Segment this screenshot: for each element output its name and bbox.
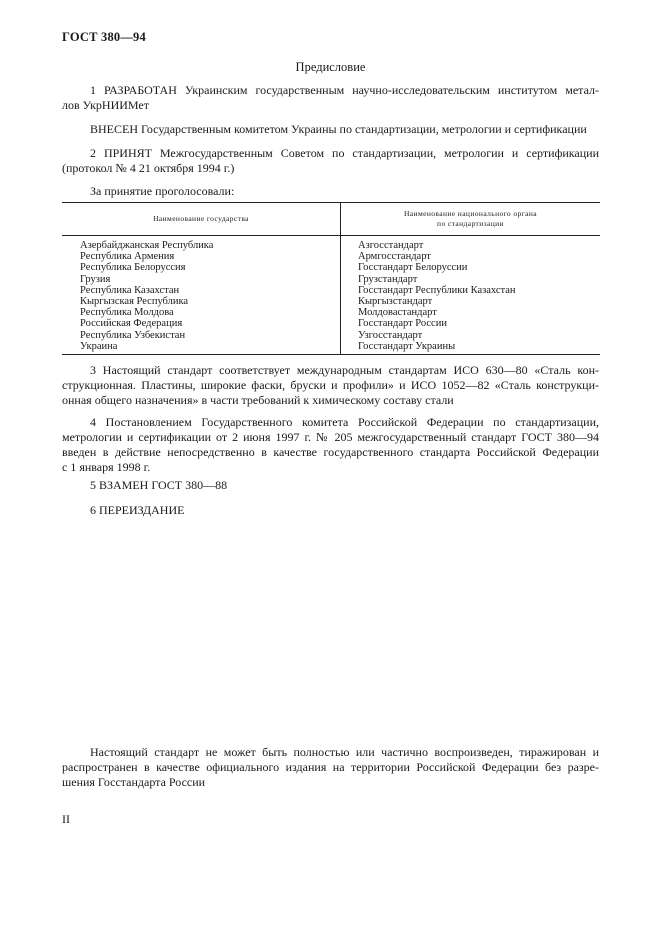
state-name: Украина [80, 340, 118, 352]
paragraph-line: 5 ВЗАМЕН ГОСТ 380—88 [90, 478, 228, 492]
table-header-row [62, 203, 600, 236]
paragraph-line: с 1 января 1998 г. [62, 460, 151, 474]
voting-table [62, 202, 600, 355]
header-line: Наименование национального органа [403, 209, 538, 218]
paragraph-line: ВНЕСЕН Государственным комитетом Украины по стандартизации, метрологии и сертификации [90, 122, 587, 136]
paragraph-conformity [62, 363, 599, 408]
paragraph-line: За принятие проголосовали: [90, 184, 235, 198]
page-title: Предисловие [295, 60, 366, 74]
state-name: Российская Федерация [80, 318, 183, 330]
page-number: II [62, 812, 70, 826]
paragraph-replaces [62, 478, 599, 493]
paragraph-line: 2 ПРИНЯТ Межгосударственным Советом по стандартизации, метрологии и сертификации [90, 146, 599, 160]
paragraph-line: введен в действие непосредственно в качестве государственного стандарта Российской Федерации [62, 445, 599, 459]
table-row [62, 236, 600, 355]
organ-name: Госстандарт Республики Казахстан [358, 284, 516, 296]
paragraph-line: шения Госстандарта России [62, 775, 206, 789]
paragraph-developed [62, 83, 599, 113]
organ-name: Госстандарт Украины [358, 340, 456, 352]
paragraph-line: распространен в качестве официального издания на территории Российской Федерации без разре- [62, 760, 599, 774]
organ-name: Молдовастандарт [358, 307, 437, 319]
organ-name: Грузстандарт [358, 273, 418, 285]
state-name: Республика Казахстан [80, 284, 180, 296]
state-name: Республика Узбекистан [80, 329, 186, 341]
paragraph-reissue [62, 503, 599, 518]
organ-name: Армгосстандарт [358, 251, 431, 263]
state-name: Кыргызская Республика [80, 296, 189, 308]
paragraph-line: (протокол № 4 21 октября 1994 г.) [62, 161, 235, 175]
document-code: ГОСТ 380—94 [62, 30, 146, 44]
state-name: Республика Молдова [80, 307, 174, 319]
paragraph-line: струкционная. Пластины, широкие фаски, бруски и профили» и ИСО 1052—82 «Сталь конструкци- [62, 378, 599, 392]
state-name: Азербайджанская Республика [80, 240, 214, 251]
organ-name: Кыргызстандарт [358, 296, 433, 308]
paragraph-line: 4 Постановлением Государственного комитета Российской Федерации по стандартизации, [90, 415, 599, 429]
organs-cell [341, 236, 601, 355]
state-name: Грузия [80, 273, 111, 285]
paragraph-line: 3 Настоящий стандарт соответствует международным стандартам ИСО 630—80 «Сталь кон- [90, 363, 599, 377]
column-header-organ [341, 203, 601, 236]
paragraph-resolution [62, 415, 599, 475]
paragraph-line: метрологии и сертификации от 2 июня 1997 г. № 205 межгосударственный стандарт ГОСТ 380—94 [62, 430, 599, 444]
paragraph-line: 6 ПЕРЕИЗДАНИЕ [90, 503, 185, 517]
column-header-state: Наименование государства [62, 203, 341, 236]
paragraph-line: лов УкрНИИМет [62, 98, 150, 112]
vote-intro [62, 184, 599, 199]
organ-name: Госстандарт России [358, 318, 447, 330]
paragraph-line: 1 РАЗРАБОТАН Украинским государственным научно-исследовательским институтом метал- [90, 83, 599, 97]
header-line: по стандартизации [437, 219, 504, 228]
organ-name: Азгосстандарт [358, 240, 424, 251]
state-name: Республика Белоруссия [80, 262, 186, 274]
paragraph-introduced [62, 122, 599, 137]
states-cell [62, 236, 341, 355]
organ-name: Узгосстандарт [358, 329, 423, 341]
organ-name: Госстандарт Белоруссии [358, 262, 468, 274]
copyright-notice [62, 745, 599, 790]
paragraph-line: онная общего назначения» в части требований к химическому составу стали [62, 393, 454, 407]
paragraph-adopted [62, 146, 599, 176]
state-name: Республика Армения [80, 251, 175, 263]
paragraph-line: Настоящий стандарт не может быть полностью или частично воспроизведен, тиражирован и [90, 745, 599, 759]
